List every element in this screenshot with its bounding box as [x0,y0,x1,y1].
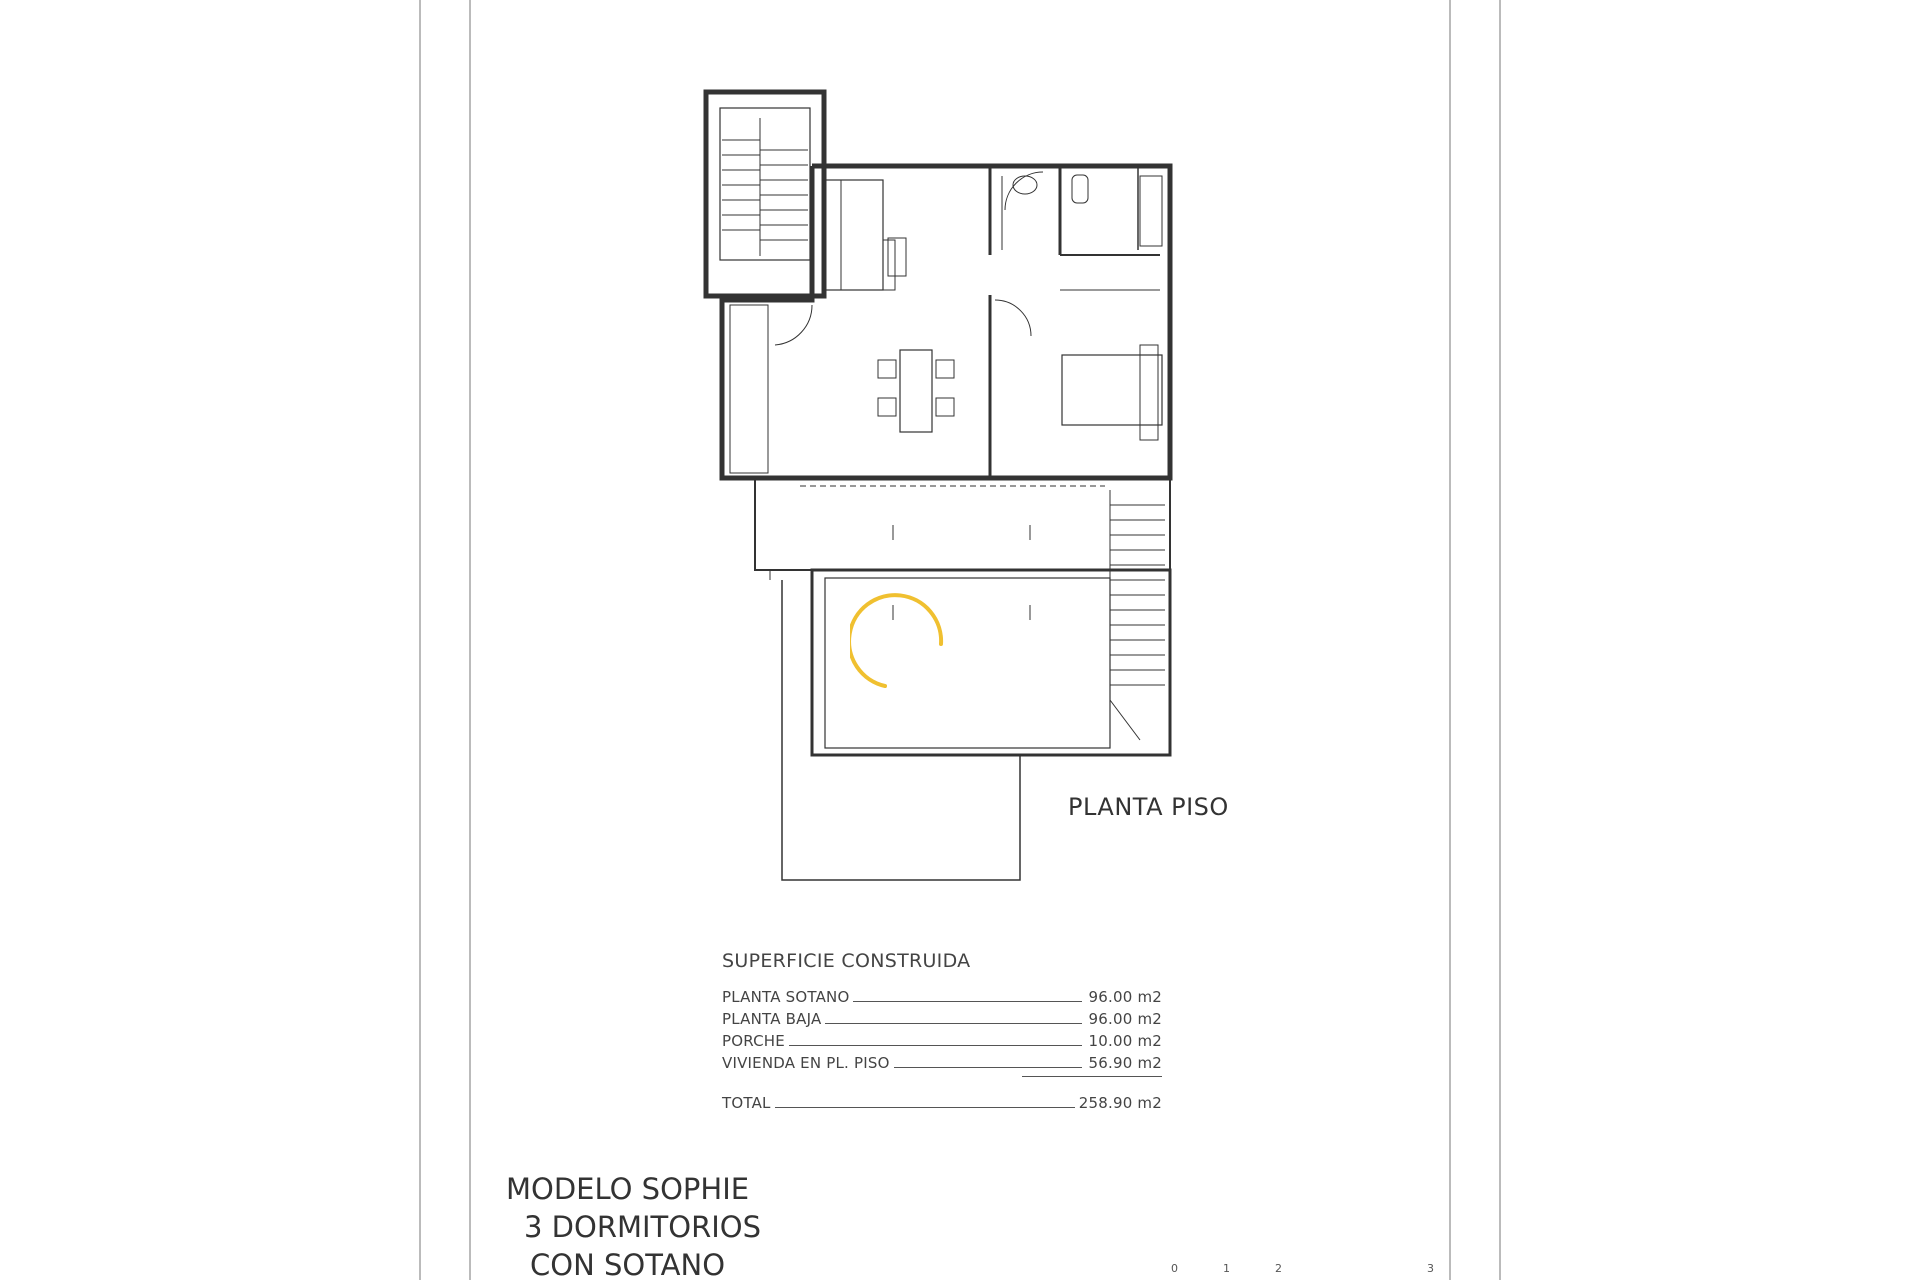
surface-row-value: 10.00 m2 [1085,1032,1162,1050]
surface-row-value: 96.00 m2 [1085,1010,1162,1028]
model-basement: CON SOTANO [530,1248,726,1282]
scale-tick-label: 1 [1223,1262,1230,1275]
model-title-block [506,1170,761,1284]
loading-spinner-icon [850,590,950,690]
surface-row [722,1054,1162,1076]
sum-divider [1022,1076,1162,1077]
surface-row [722,1032,1162,1054]
surface-row [722,1010,1162,1032]
surface-row-label: PLANTA SOTANO [722,988,853,1006]
surface-summary [722,950,1162,1116]
scale-tick-label: 3 [1427,1262,1434,1275]
floor-plan [706,92,1170,880]
surface-title: SUPERFICIE CONSTRUIDA [722,950,971,972]
surface-row-label: PLANTA BAJA [722,1010,825,1028]
model-bedrooms: 3 DORMITORIOS [524,1210,762,1244]
surface-row [722,988,1162,1010]
surface-total-row [722,1094,1162,1116]
surface-total-value: 258.90 m2 [1075,1094,1162,1112]
scale-tick-label: 2 [1275,1262,1282,1275]
surface-total-label: TOTAL [722,1094,775,1112]
surface-row-label: PORCHE [722,1032,789,1050]
model-name: MODELO SOPHIE [506,1172,750,1206]
surface-row-value: 96.00 m2 [1085,988,1162,1006]
scale-tick-label: 0 [1171,1262,1178,1275]
surface-row-value: 56.90 m2 [1085,1054,1162,1072]
surface-row-label: VIVIENDA EN PL. PISO [722,1054,894,1072]
plan-title: PLANTA PISO [1068,793,1229,821]
